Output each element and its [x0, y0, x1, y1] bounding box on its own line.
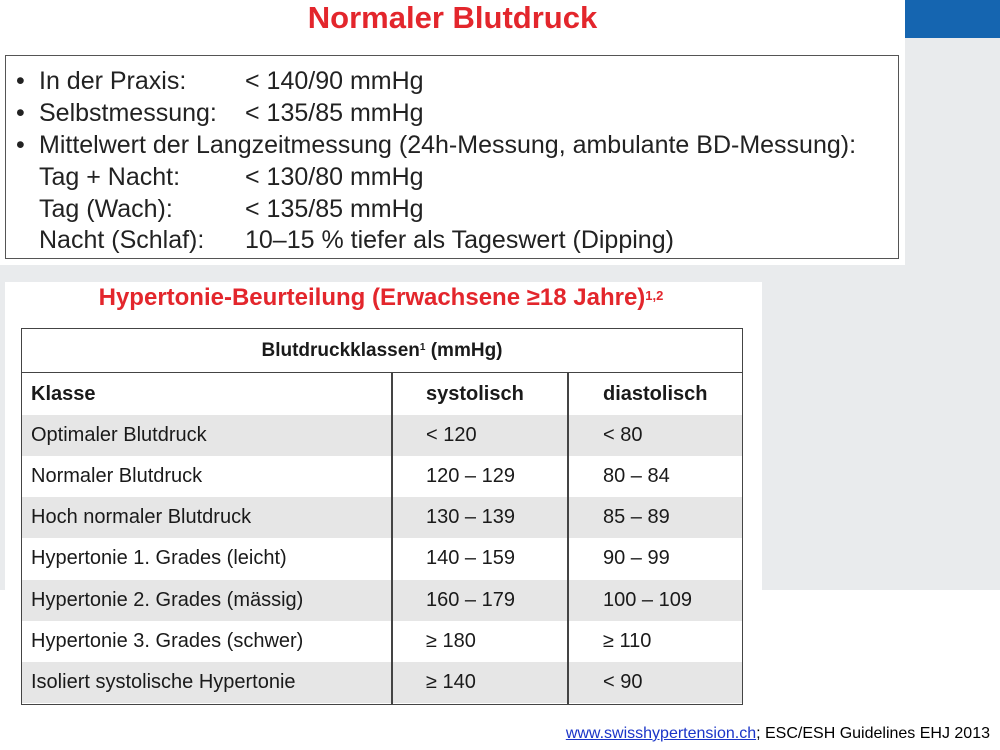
column-divider: [391, 372, 393, 704]
table-header-row: [22, 374, 742, 415]
cell-diastolic: 90 – 99: [603, 547, 670, 569]
cell-class: Hypertonie 1. Grades (leicht): [31, 547, 287, 569]
item-label: Tag (Wach):: [39, 195, 173, 223]
cell-diastolic: ≥ 110: [603, 630, 652, 652]
item-value: 10–15 % tiefer als Tageswert (Dipping): [245, 226, 674, 254]
table-row: [22, 662, 742, 703]
cell-class: Normaler Blutdruck: [31, 465, 203, 487]
caption-footnote: 1: [419, 342, 426, 353]
column-header: diastolisch: [603, 383, 708, 405]
cell-class: Hypertonie 3. Grades (schwer): [31, 630, 304, 652]
item-label: Nacht (Schlaf):: [39, 226, 205, 254]
source-footer: [566, 724, 990, 744]
source-link[interactable]: www.swisshypertension.ch: [565, 725, 757, 742]
table-row: [22, 415, 742, 456]
item-value: < 130/80 mmHg: [245, 163, 424, 191]
cell-systolic: 130 – 139: [426, 506, 515, 528]
cell-diastolic: < 80: [603, 424, 643, 446]
cell-systolic: 140 – 159: [426, 547, 515, 569]
table-row: [22, 621, 742, 662]
cell-systolic: ≥ 140: [426, 671, 476, 693]
item-value: < 135/85 mmHg: [245, 99, 424, 127]
accent-bar: [905, 0, 1000, 38]
normal-bp-box: • In der Praxis: < 140/90 mmHg • Selbstmessung: < 135/85 mmHg • Mittelwert der Langzeitmessung (24h-Messung, ambulante BD-Messung): Tag + Nacht: < 130/80 mmHg Tag (Wach): < 135/85 mmHg Nacht (Schlaf): 10–15 % tiefer als Tageswert (Dipping): [5, 55, 899, 259]
side-panel: [905, 0, 1000, 590]
cell-systolic: 120 – 129: [426, 465, 515, 487]
column-header: systolisch: [426, 383, 524, 405]
page-title: Normaler Blutdruck: [307, 0, 598, 35]
cell-class: Hypertonie 2. Grades (mässig): [31, 589, 304, 611]
title-footnote: 1,2: [645, 288, 664, 303]
bp-classification-table: [21, 328, 743, 705]
table-row: [22, 497, 742, 538]
cell-diastolic: 85 – 89: [603, 506, 670, 528]
table-row: [22, 580, 742, 621]
table-caption: Blutdruckklassen$^1$ (mmHg): [22, 329, 742, 373]
cell-class: Optimaler Blutdruck: [31, 424, 207, 446]
cell-diastolic: < 90: [603, 671, 643, 693]
section-title: Hypertonie-Beurteilung (Erwachsene ≥18 Jahre)$^{1,2}$: [98, 284, 664, 311]
item-text: Mittelwert der Langzeitmessung (24h-Messung, ambulante BD-Messung):: [39, 131, 857, 159]
cell-class: Isoliert systolische Hypertonie: [31, 671, 296, 693]
cell-class: Hoch normaler Blutdruck: [31, 506, 252, 528]
cell-diastolic: 100 – 109: [603, 589, 692, 611]
source-text: ; ESC/ESH Guidelines EHJ 2013: [756, 725, 990, 742]
table-row: [22, 538, 742, 579]
cell-systolic: < 120: [426, 424, 477, 446]
item-label: In der Praxis:: [39, 67, 187, 95]
cell-systolic: 160 – 179: [426, 589, 515, 611]
cell-diastolic: 80 – 84: [603, 465, 670, 487]
item-value: < 140/90 mmHg: [245, 67, 424, 95]
item-label: Selbstmessung:: [39, 99, 217, 127]
table-row: [22, 456, 742, 497]
column-header: Klasse: [31, 383, 96, 405]
item-value: < 135/85 mmHg: [245, 195, 424, 223]
item-label: Tag + Nacht:: [39, 163, 181, 191]
cell-systolic: ≥ 180: [426, 630, 476, 652]
column-divider: [567, 372, 569, 704]
